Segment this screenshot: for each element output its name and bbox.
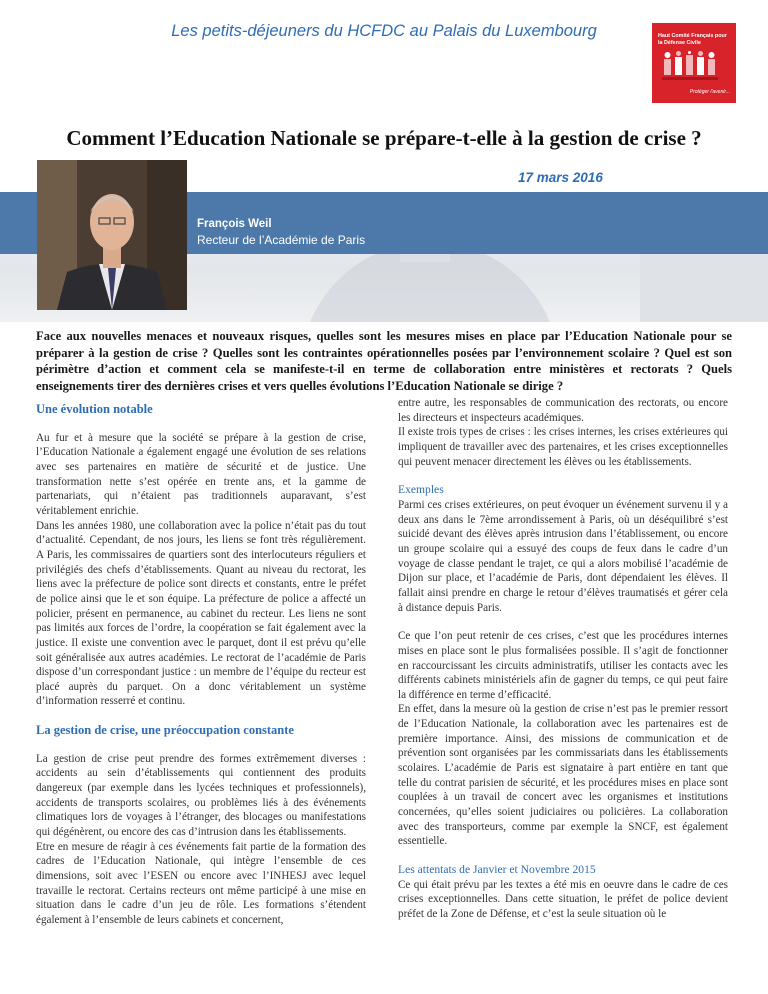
article-date: 17 mars 2016 [518, 170, 603, 185]
section-heading-evolution: Une évolution notable [36, 402, 153, 416]
hcfdc-logo [652, 23, 736, 103]
paragraph: La gestion de crise peut prendre des formes extrêmement diverses : accidents au sein d’établissements qui contiennent des produits dangereux (par exemple dans les lycées techniques et professionnels), accidents de transports scolaires, ou problèmes liés à des événements climatiques lors de voyages à l’étranger, des blocages ou manifestations qui dégénèrent, ou encore des cas d’intrusion dans les établissements. [36, 752, 366, 839]
speaker-role: Recteur de l’Académie de Paris [197, 233, 366, 247]
intro-paragraph: Face aux nouvelles menaces et nouveaux risques, quelles sont les mesures mises en place par l’Education Nationale pour se préparer à la gestion de crise ? Quelles sont les contraintes opérationnelles posées par l’environnement scolaire ? Quel est son périmètre d’action et comment cela se manifeste-t-il en terme de collaboration entre ministères et rectorats ? Quels enseignements tirer des dernières crises et vers quelles évolutions l’Education Nationale se dirige ? [36, 329, 732, 393]
paragraph: Dans les années 1980, une collaboration avec la police n’était pas du tout d’actualité. Cependant, de nos jours, les liens se font très régulièrement. A Paris, les commissaires de quartiers sont des interlocuteurs réguliers et privilégiés des chefs d’établissements. Quant au niveau du rectorat, les liens avec la préfecture de police sont directs et constants, entre le préfet de police ainsi que le et son équipe. La préfecture de police a affecté un policier, présent en permanence, au cabinet du recteur. Les liens ne sont pas limités aux forces de l’ordre, la coopération se fait également avec la justice. Il existe une convention avec le parquet, dont il est prévu qu’elle soit généralisée aux autres académies. Le rectorat de l’académie de Paris dispose d’un correspondant justice : un membre de l’équipe du recteur est placé auprès du parquet. On a donc véritablement un système d’information resserré et continu. [36, 519, 366, 708]
speaker-photo [37, 160, 187, 310]
paragraph: Etre en mesure de réagir à ces événements fait partie de la formation des cadres de l’Education Nationale, qui intègre l’ensemble de ces dimensions, soit avec l’ESEN ou encore avec l’INHESJ avec lequel travaille le rectorat. Certains recteurs ont même participé à une mise en situation dans le cadre d’un jeu de rôle. Les formations s’étendent également à l’ensemble de leurs cabinets et concernent, [36, 840, 366, 926]
left-column [36, 402, 366, 928]
paragraph: Ce que l’on peut retenir de ces crises, c’est que les procédures internes mises en place sont le plus formalisées possible. Il s’agit de fonctionner en raccourcissant les circuits administratifs, utiliser les contacts avec les différents cabinets ministériels afin de gagner du temps, ce qui peut faire la différence en terme d’efficacité. [398, 630, 728, 701]
paragraph: Il existe trois types de crises : les crises internes, les crises extérieures qui impliquent de travailler avec des partenaires, et les crises exceptionnelles qui peuvent menacer directement les élèves ou les établissements. [398, 426, 728, 468]
section-heading-crisis: La gestion de crise, une préoccupation constante [36, 723, 294, 738]
paragraph: entre autre, les responsables de communication des rectorats, ou encore les directeurs et inspecteurs académiques. [398, 397, 728, 424]
people-emblem-icon [660, 51, 728, 85]
paragraph: Parmi ces crises extérieures, on peut évoquer un événement survenu il y a deux ans dans le 7ème arrondissement à Paris, où un déséquilibré s’est suicidé devant des élèves après intrusion dans l’établissement, ou encore un groupe scolaire qui a essuyé des coups de feux dans le cadre d’un voyage de classe pendant le trajet, ce qui a alors mobilisé l’académie de Dijon sur place, et l’académie de Paris, dont dépendaient les élèves. Il fallait ainsi prendre en charge le retour d’élèves traumatisés et gérer cela à distance depuis Paris. [398, 498, 728, 614]
paragraph: En effet, dans la mesure où la gestion de crise n’est pas le premier ressort de l’Education Nationale, la collaboration avec les partenaires est de première importance. Ainsi, des missions de communication et de prévention sont organisées par les commissariats dans les établissements scolaires. L’académie de Paris est signataire à part entière en tant que telle du contrat parisien de sécurité, et les procédures mises en place sont couplées à un travail de concert avec les organismes et institutions concernées, qu’elles soient judiciaires ou policières. La collaboration avec des transporteurs, comme par exemple la SNCF, est également essentielle. [398, 703, 728, 848]
series-title: Les petits-déjeuners du HCFDC au Palais du Luxembourg [171, 22, 597, 40]
subheading-attacks: Les attentats de Janvier et Novembre 2015 [398, 863, 596, 877]
speaker-name: François Weil [197, 218, 272, 230]
paragraph: Au fur et à mesure que la société se prépare à la gestion de crise, l’Education Nationale a également engagé une évolution de ses relations avec ses partenaires en matière de sécurité et de justice. Une transformation nette s’est opérée en trente ans, et la gamme de partenariats, qui n’étaient pas traditionnels auparavant, s’est véritablement enrichie. [36, 431, 366, 517]
logo-text: Haut Comité Français pour la Défense Civile [658, 33, 727, 46]
paragraph: Ce qui était prévu par les textes a été mis en oeuvre dans le cadre de ces crises exceptionnelles. Dans cette situation, le préfet de police devient préfet de la Zone de Défense, et c’est la seule situation où le [398, 878, 728, 920]
logo-tagline: Protéger l'avenir... [689, 89, 730, 95]
article-title: Comment l’Education Nationale se prépare-t-elle à la gestion de crise ? [66, 126, 702, 150]
subheading-examples: Exemples [398, 483, 444, 497]
right-column [398, 396, 728, 922]
